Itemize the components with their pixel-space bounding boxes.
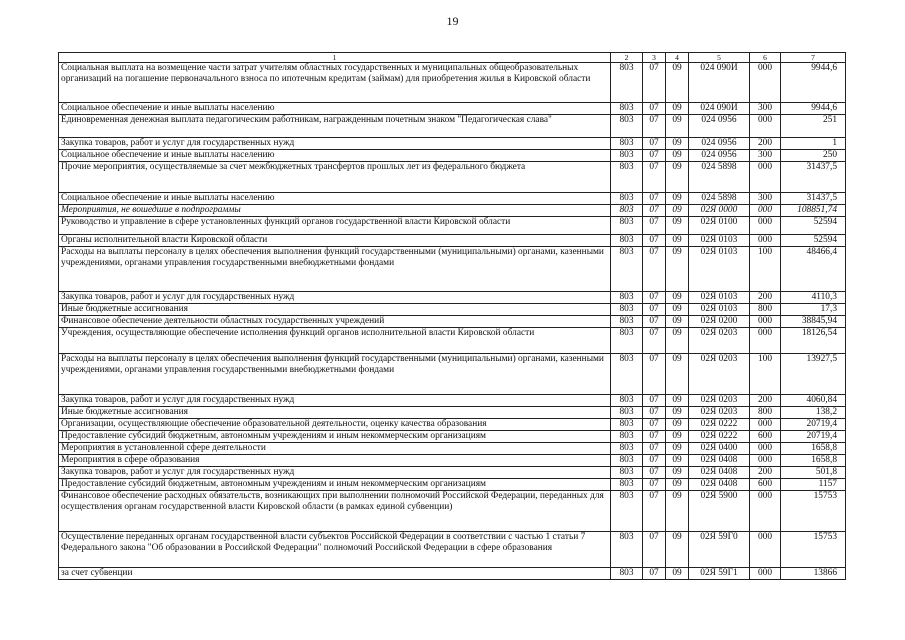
amount-cell: 501,8 bbox=[781, 467, 846, 479]
code-cell: 100 bbox=[750, 247, 781, 292]
table-row bbox=[59, 115, 846, 138]
code-cell: 02Я 0103 bbox=[689, 247, 750, 292]
code-cell: 803 bbox=[611, 443, 643, 455]
code-cell: 000 bbox=[750, 205, 781, 217]
row-name-cell: Закупка товаров, работ и услуг для государственных нужд bbox=[59, 467, 611, 479]
code-cell: 803 bbox=[611, 150, 643, 162]
code-cell: 07 bbox=[643, 532, 666, 568]
code-cell: 000 bbox=[750, 328, 781, 354]
code-cell: 024 5898 bbox=[689, 162, 750, 193]
table-row bbox=[59, 479, 846, 491]
code-cell: 200 bbox=[750, 138, 781, 150]
code-cell: 07 bbox=[643, 162, 666, 193]
code-cell: 803 bbox=[611, 395, 643, 407]
code-cell: 803 bbox=[611, 138, 643, 150]
code-cell: 09 bbox=[666, 532, 689, 568]
code-cell: 803 bbox=[611, 407, 643, 419]
row-name-cell: Организации, осуществляющие обеспечение образовательной деятельности, оценку качества образования bbox=[59, 419, 611, 431]
amount-cell: 108851,74 bbox=[781, 205, 846, 217]
table-row bbox=[59, 63, 846, 103]
row-name-cell: Социальное обеспечение и иные выплаты населению bbox=[59, 103, 611, 115]
header-row bbox=[59, 53, 846, 63]
code-cell: 09 bbox=[666, 217, 689, 235]
table-row bbox=[59, 395, 846, 407]
amount-cell: 31437,5 bbox=[781, 162, 846, 193]
header-cell: 3 bbox=[643, 53, 666, 63]
code-cell: 09 bbox=[666, 455, 689, 467]
code-cell: 300 bbox=[750, 193, 781, 205]
code-cell: 02Я 0103 bbox=[689, 292, 750, 304]
code-cell: 07 bbox=[643, 247, 666, 292]
row-name-cell: Социальное обеспечение и иные выплаты населению bbox=[59, 150, 611, 162]
table-row bbox=[59, 205, 846, 217]
code-cell: 09 bbox=[666, 395, 689, 407]
code-cell: 600 bbox=[750, 431, 781, 443]
amount-cell: 48466,4 bbox=[781, 247, 846, 292]
code-cell: 09 bbox=[666, 115, 689, 138]
code-cell: 09 bbox=[666, 407, 689, 419]
amount-cell: 250 bbox=[781, 150, 846, 162]
header-cell: 2 bbox=[611, 53, 643, 63]
amount-cell: 1658,8 bbox=[781, 443, 846, 455]
code-cell: 803 bbox=[611, 292, 643, 304]
amount-cell: 18126,54 bbox=[781, 328, 846, 354]
code-cell: 000 bbox=[750, 217, 781, 235]
code-cell: 100 bbox=[750, 354, 781, 395]
row-name-cell: Расходы на выплаты персоналу в целях обеспечения выполнения функций государственными (муниципальными) органами, казенными учреждениями, органами управления государственными внебюджетными фондами bbox=[59, 354, 611, 395]
code-cell: 09 bbox=[666, 247, 689, 292]
table-row bbox=[59, 235, 846, 247]
code-cell: 200 bbox=[750, 292, 781, 304]
code-cell: 803 bbox=[611, 63, 643, 103]
code-cell: 07 bbox=[643, 419, 666, 431]
code-cell: 09 bbox=[666, 431, 689, 443]
code-cell: 09 bbox=[666, 205, 689, 217]
code-cell: 803 bbox=[611, 354, 643, 395]
code-cell: 02Я 0000 bbox=[689, 205, 750, 217]
table-row bbox=[59, 568, 846, 580]
code-cell: 09 bbox=[666, 103, 689, 115]
row-name-cell: Закупка товаров, работ и услуг для государственных нужд bbox=[59, 395, 611, 407]
code-cell: 000 bbox=[750, 162, 781, 193]
code-cell: 200 bbox=[750, 467, 781, 479]
code-cell: 803 bbox=[611, 568, 643, 580]
code-cell: 024 090И bbox=[689, 63, 750, 103]
header-cell: 4 bbox=[666, 53, 689, 63]
code-cell: 02Я 0203 bbox=[689, 395, 750, 407]
row-name-cell: Мероприятия в сфере образования bbox=[59, 455, 611, 467]
code-cell: 07 bbox=[643, 443, 666, 455]
code-cell: 02Я 0203 bbox=[689, 407, 750, 419]
code-cell: 09 bbox=[666, 162, 689, 193]
code-cell: 07 bbox=[643, 395, 666, 407]
code-cell: 000 bbox=[750, 316, 781, 328]
code-cell: 02Я 0408 bbox=[689, 479, 750, 491]
code-cell: 803 bbox=[611, 316, 643, 328]
code-cell: 07 bbox=[643, 193, 666, 205]
table-row bbox=[59, 443, 846, 455]
code-cell: 803 bbox=[611, 115, 643, 138]
table-row bbox=[59, 247, 846, 292]
table-row bbox=[59, 304, 846, 316]
code-cell: 02Я 0400 bbox=[689, 443, 750, 455]
code-cell: 000 bbox=[750, 63, 781, 103]
amount-cell: 251 bbox=[781, 115, 846, 138]
code-cell: 803 bbox=[611, 328, 643, 354]
row-name-cell: Расходы на выплаты персоналу в целях обеспечения выполнения функций государственными (муниципальными) органами, казенными учреждениями, органами управления государственными внебюджетными фондами bbox=[59, 247, 611, 292]
code-cell: 07 bbox=[643, 328, 666, 354]
code-cell: 803 bbox=[611, 304, 643, 316]
code-cell: 09 bbox=[666, 443, 689, 455]
code-cell: 02Я 5900 bbox=[689, 491, 750, 532]
table-row bbox=[59, 431, 846, 443]
row-name-cell: Финансовое обеспечение расходных обязательств, возникающих при выполнении полномочий Российской Федерации, переданных для осуществления органам государственной власти Кировской области (в рамках единой субвенции) bbox=[59, 491, 611, 532]
code-cell: 02Я 0203 bbox=[689, 328, 750, 354]
code-cell: 000 bbox=[750, 491, 781, 532]
amount-cell: 31437,5 bbox=[781, 193, 846, 205]
code-cell: 07 bbox=[643, 354, 666, 395]
code-cell: 09 bbox=[666, 63, 689, 103]
code-cell: 803 bbox=[611, 247, 643, 292]
table-row bbox=[59, 138, 846, 150]
row-name-cell: за счет субвенции bbox=[59, 568, 611, 580]
code-cell: 09 bbox=[666, 491, 689, 532]
code-cell: 800 bbox=[750, 407, 781, 419]
code-cell: 000 bbox=[750, 419, 781, 431]
code-cell: 024 5898 bbox=[689, 193, 750, 205]
code-cell: 09 bbox=[666, 316, 689, 328]
row-name-cell: Предоставление субсидий бюджетным, автономным учреждениям и иным некоммерческим организациям bbox=[59, 479, 611, 491]
code-cell: 02Я 0222 bbox=[689, 419, 750, 431]
code-cell: 000 bbox=[750, 455, 781, 467]
amount-cell: 20719,4 bbox=[781, 419, 846, 431]
table-row bbox=[59, 467, 846, 479]
code-cell: 803 bbox=[611, 193, 643, 205]
code-cell: 07 bbox=[643, 304, 666, 316]
code-cell: 02Я 59Г1 bbox=[689, 568, 750, 580]
code-cell: 02Я 0408 bbox=[689, 455, 750, 467]
table-row bbox=[59, 150, 846, 162]
row-name-cell: Мероприятия в установленной сфере деятельности bbox=[59, 443, 611, 455]
amount-cell: 1157 bbox=[781, 479, 846, 491]
table-row bbox=[59, 162, 846, 193]
code-cell: 07 bbox=[643, 138, 666, 150]
code-cell: 07 bbox=[643, 292, 666, 304]
code-cell: 803 bbox=[611, 491, 643, 532]
table-row bbox=[59, 103, 846, 115]
code-cell: 803 bbox=[611, 431, 643, 443]
code-cell: 07 bbox=[643, 479, 666, 491]
code-cell: 02Я 0100 bbox=[689, 217, 750, 235]
code-cell: 07 bbox=[643, 103, 666, 115]
code-cell: 02Я 59Г0 bbox=[689, 532, 750, 568]
code-cell: 803 bbox=[611, 532, 643, 568]
code-cell: 07 bbox=[643, 455, 666, 467]
amount-cell: 13866 bbox=[781, 568, 846, 580]
code-cell: 803 bbox=[611, 162, 643, 193]
code-cell: 200 bbox=[750, 395, 781, 407]
amount-cell: 4060,84 bbox=[781, 395, 846, 407]
code-cell: 07 bbox=[643, 467, 666, 479]
row-name-cell: Органы исполнительной власти Кировской области bbox=[59, 235, 611, 247]
code-cell: 803 bbox=[611, 419, 643, 431]
code-cell: 803 bbox=[611, 467, 643, 479]
table-row bbox=[59, 292, 846, 304]
table-row bbox=[59, 328, 846, 354]
code-cell: 02Я 0103 bbox=[689, 304, 750, 316]
code-cell: 09 bbox=[666, 138, 689, 150]
table-row bbox=[59, 407, 846, 419]
code-cell: 09 bbox=[666, 467, 689, 479]
amount-cell: 52594 bbox=[781, 217, 846, 235]
amount-cell: 17,3 bbox=[781, 304, 846, 316]
amount-cell: 4110,3 bbox=[781, 292, 846, 304]
row-name-cell: Закупка товаров, работ и услуг для государственных нужд bbox=[59, 138, 611, 150]
code-cell: 000 bbox=[750, 568, 781, 580]
amount-cell: 52594 bbox=[781, 235, 846, 247]
code-cell: 02Я 0200 bbox=[689, 316, 750, 328]
header-cell: 7 bbox=[781, 53, 846, 63]
row-name-cell: Иные бюджетные ассигнования bbox=[59, 407, 611, 419]
table-row bbox=[59, 455, 846, 467]
code-cell: 000 bbox=[750, 235, 781, 247]
budget-table-body bbox=[59, 53, 846, 580]
code-cell: 07 bbox=[643, 431, 666, 443]
amount-cell: 9944,6 bbox=[781, 103, 846, 115]
code-cell: 803 bbox=[611, 455, 643, 467]
code-cell: 09 bbox=[666, 193, 689, 205]
table-row bbox=[59, 419, 846, 431]
code-cell: 07 bbox=[643, 235, 666, 247]
code-cell: 09 bbox=[666, 235, 689, 247]
amount-cell: 15753 bbox=[781, 491, 846, 532]
code-cell: 000 bbox=[750, 532, 781, 568]
code-cell: 800 bbox=[750, 304, 781, 316]
code-cell: 09 bbox=[666, 479, 689, 491]
code-cell: 803 bbox=[611, 217, 643, 235]
row-name-cell: Учреждения, осуществляющие обеспечение исполнения функций органов исполнительной власти Кировской области bbox=[59, 328, 611, 354]
code-cell: 300 bbox=[750, 103, 781, 115]
code-cell: 02Я 0103 bbox=[689, 235, 750, 247]
code-cell: 803 bbox=[611, 479, 643, 491]
table-row bbox=[59, 532, 846, 568]
code-cell: 07 bbox=[643, 491, 666, 532]
amount-cell: 38845,94 bbox=[781, 316, 846, 328]
code-cell: 09 bbox=[666, 304, 689, 316]
code-cell: 07 bbox=[643, 63, 666, 103]
budget-table bbox=[58, 52, 846, 580]
amount-cell: 138,2 bbox=[781, 407, 846, 419]
amount-cell: 1658,8 bbox=[781, 455, 846, 467]
code-cell: 02Я 0408 bbox=[689, 467, 750, 479]
code-cell: 09 bbox=[666, 328, 689, 354]
row-name-cell: Социальное обеспечение и иные выплаты населению bbox=[59, 193, 611, 205]
row-name-cell: Прочие мероприятия, осуществляемые за счет межбюджетных трансфертов прошлых лет из федерального бюджета bbox=[59, 162, 611, 193]
code-cell: 07 bbox=[643, 316, 666, 328]
amount-cell: 13927,5 bbox=[781, 354, 846, 395]
code-cell: 07 bbox=[643, 217, 666, 235]
row-name-cell: Закупка товаров, работ и услуг для государственных нужд bbox=[59, 292, 611, 304]
header-cell: 1 bbox=[59, 53, 611, 63]
table-row bbox=[59, 217, 846, 235]
code-cell: 000 bbox=[750, 443, 781, 455]
code-cell: 000 bbox=[750, 115, 781, 138]
row-name-cell: Финансовое обеспечение деятельности областных государственных учреждений bbox=[59, 316, 611, 328]
code-cell: 803 bbox=[611, 205, 643, 217]
page-number: 19 bbox=[446, 14, 459, 28]
code-cell: 07 bbox=[643, 407, 666, 419]
row-name-cell: Руководство и управление в сфере установленных функций органов государственной власти Кировской области bbox=[59, 217, 611, 235]
code-cell: 02Я 0222 bbox=[689, 431, 750, 443]
code-cell: 024 090И bbox=[689, 103, 750, 115]
code-cell: 024 0956 bbox=[689, 138, 750, 150]
table-row bbox=[59, 316, 846, 328]
code-cell: 07 bbox=[643, 115, 666, 138]
code-cell: 02Я 0203 bbox=[689, 354, 750, 395]
code-cell: 024 0956 bbox=[689, 150, 750, 162]
row-name-cell: Осуществление переданных органам государственной власти субъектов Российской Федерации в соответствии с частью 1 статьи 7 Федерального закона "Об образовании в Российской Федерации" полномочий Российской Федерации в сфере образования bbox=[59, 532, 611, 568]
code-cell: 09 bbox=[666, 292, 689, 304]
code-cell: 600 bbox=[750, 479, 781, 491]
code-cell: 07 bbox=[643, 568, 666, 580]
code-cell: 09 bbox=[666, 150, 689, 162]
code-cell: 09 bbox=[666, 419, 689, 431]
table-row bbox=[59, 354, 846, 395]
row-name-cell: Мероприятия, не вошедшие в подпрограммы bbox=[59, 205, 611, 217]
code-cell: 07 bbox=[643, 150, 666, 162]
code-cell: 09 bbox=[666, 354, 689, 395]
amount-cell: 20719,4 bbox=[781, 431, 846, 443]
amount-cell: 9944,6 bbox=[781, 63, 846, 103]
code-cell: 09 bbox=[666, 568, 689, 580]
amount-cell: 15753 bbox=[781, 532, 846, 568]
code-cell: 803 bbox=[611, 235, 643, 247]
table-row bbox=[59, 491, 846, 532]
code-cell: 300 bbox=[750, 150, 781, 162]
amount-cell: 1 bbox=[781, 138, 846, 150]
code-cell: 024 0956 bbox=[689, 115, 750, 138]
row-name-cell: Иные бюджетные ассигнования bbox=[59, 304, 611, 316]
row-name-cell: Социальная выплата на возмещение части затрат учителям областных государственных и муниципальных общеобразовательных организаций на погашение первоначального взноса по ипотечным кредитам (займам) для приобретения жилья в Кировской области bbox=[59, 63, 611, 103]
header-cell: 5 bbox=[689, 53, 750, 63]
row-name-cell: Единовременная денежная выплата педагогическим работникам, награжденным почетным знаком "Педагогическая слава" bbox=[59, 115, 611, 138]
table-row bbox=[59, 193, 846, 205]
code-cell: 803 bbox=[611, 103, 643, 115]
code-cell: 07 bbox=[643, 205, 666, 217]
header-cell: 6 bbox=[750, 53, 781, 63]
row-name-cell: Предоставление субсидий бюджетным, автономным учреждениям и иным некоммерческим организациям bbox=[59, 431, 611, 443]
